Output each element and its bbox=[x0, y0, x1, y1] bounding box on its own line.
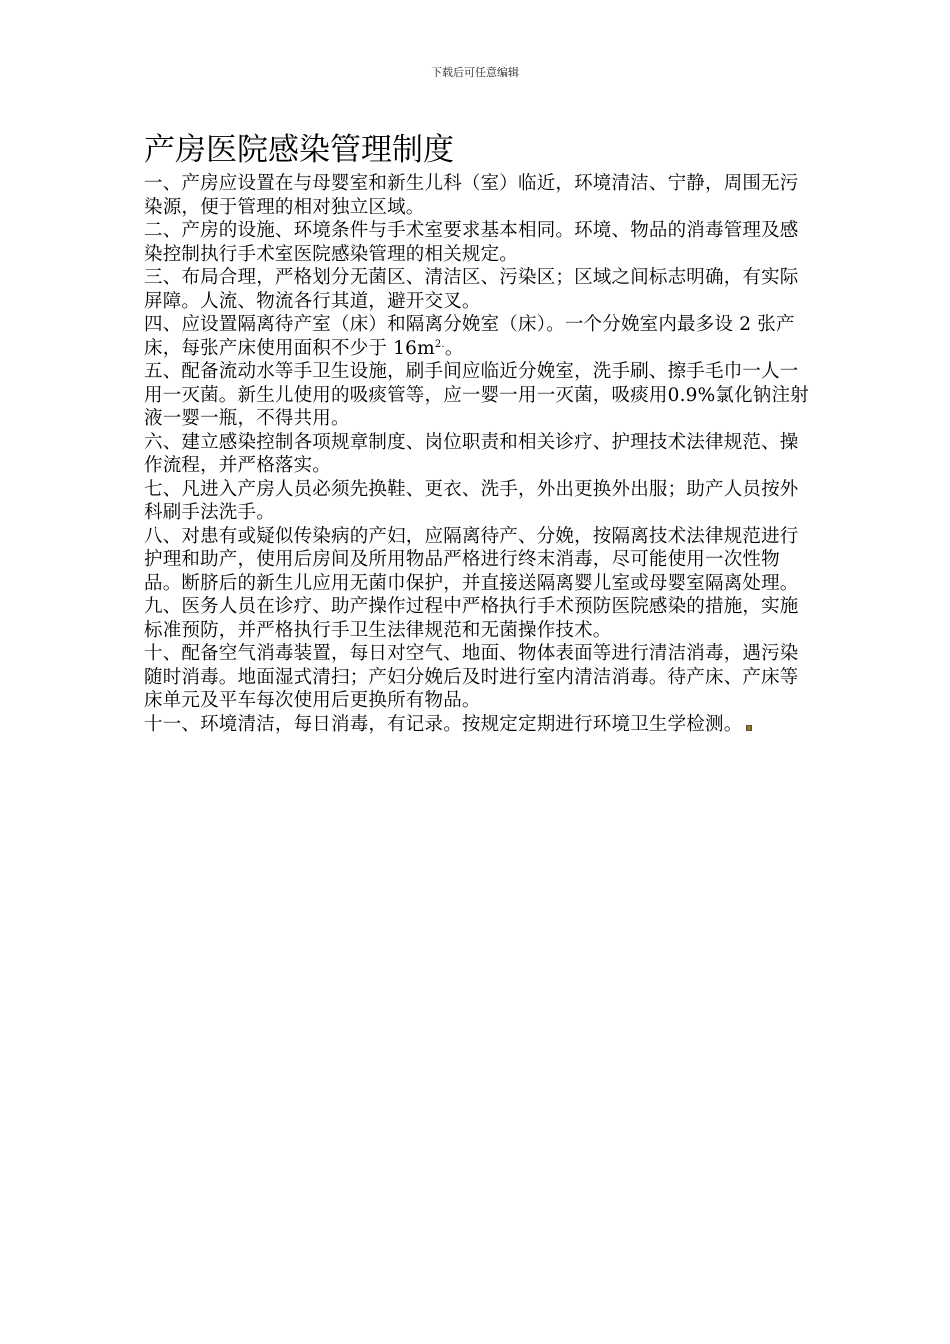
page-header-note: 下载后可任意编辑 bbox=[431, 66, 519, 79]
paragraph-end-mark-icon bbox=[746, 725, 752, 731]
clause-5: 五、配备流动水等手卫生设施，刷手间应临近分娩室，洗手刷、擦手毛巾一人一用一灭菌。新生儿使用的吸痰管等，应一婴一用一灭菌，吸痰用0.9%氯化钠注射液一婴一瓶，不得共用。 bbox=[144, 361, 809, 429]
clause-9: 九、医务人员在诊疗、助产操作过程中严格执行手术预防医院感染的措施，实施标准预防，并严格执行手卫生法律规范和无菌操作技术。 bbox=[144, 596, 799, 641]
document-title: 产房医院感染管理制度 bbox=[144, 132, 454, 168]
document-body bbox=[144, 128, 809, 736]
clause-4-text: 四、应设置隔离待产室（床）和隔离分娩室（床）。一个分娩室内最多设 2 张产床，每张产床使用面积不少于 16m bbox=[144, 314, 795, 359]
clause-4-superscript: 2. bbox=[434, 338, 445, 350]
clause-6: 六、建立感染控制各项规章制度、岗位职责和相关诊疗、护理技术法律规范、操作流程，并严格落实。 bbox=[144, 431, 799, 476]
clause-list bbox=[144, 172, 809, 736]
clause-4 bbox=[144, 313, 809, 360]
clause-1: 一、产房应设置在与母婴室和新生儿科（室）临近，环境清洁、宁静，周围无污染源，便于管理的相对独立区域。 bbox=[144, 173, 799, 218]
clause-10: 十、配备空气消毒装置，每日对空气、地面、物体表面等进行清洁消毒，遇污染随时消毒。地面湿式清扫；产妇分娩后及时进行室内清洁消毒。待产床、产床等床单元及平车每次使用后更换所有物品。 bbox=[144, 643, 799, 711]
clause-2: 二、产房的设施、环境条件与手术室要求基本相同。环境、物品的消毒管理及感染控制执行手术室医院感染管理的相关规定。 bbox=[144, 220, 799, 265]
clause-7: 七、凡进入产房人员必须先换鞋、更衣、洗手，外出更换外出服；助产人员按外科刷手法洗手。 bbox=[144, 478, 799, 523]
clause-8: 八、对患有或疑似传染病的产妇，应隔离待产、分娩，按隔离技术法律规范进行护理和助产，使用后房间及所用物品严格进行终末消毒，尽可能使用一次性物品。断脐后的新生儿应用无菌巾保护，并直接送隔离婴儿室或母婴室隔离处理。 bbox=[144, 525, 799, 594]
clause-4-ending: 。 bbox=[444, 337, 464, 359]
clause-11-text: 十一、环境清洁，每日消毒，有记录。按规定定期进行环境卫生学检测。 bbox=[144, 713, 743, 735]
clause-11 bbox=[144, 713, 809, 737]
clause-3: 三、布局合理，严格划分无菌区、清洁区、污染区；区域之间标志明确，有实际屏障。人流、物流各行其道，避开交叉。 bbox=[144, 267, 799, 312]
